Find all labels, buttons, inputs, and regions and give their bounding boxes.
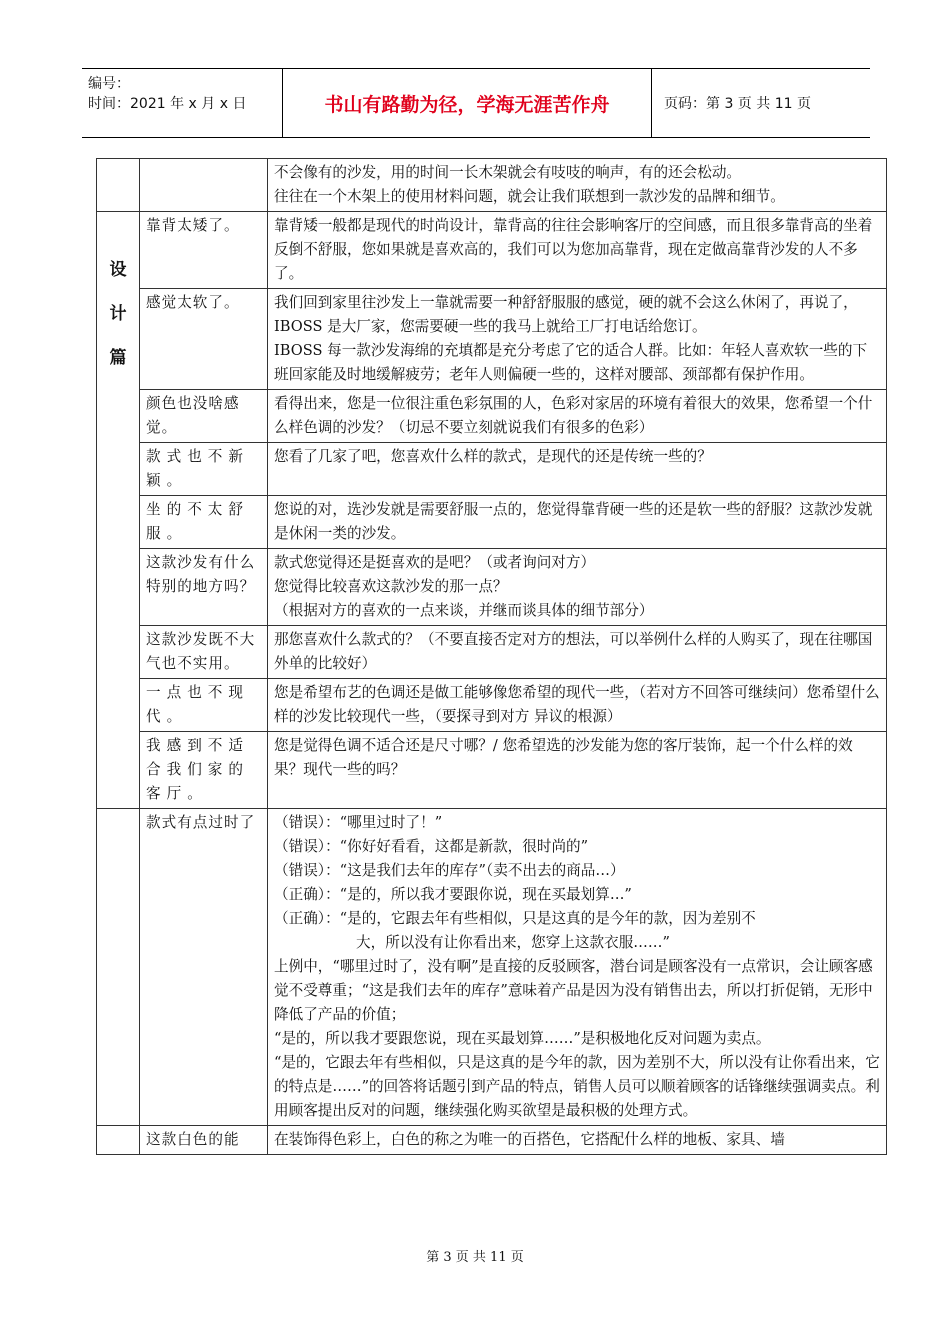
response-cell xyxy=(268,679,887,732)
section-title-char: 计 xyxy=(109,304,127,324)
response-cell xyxy=(268,390,887,443)
table-row xyxy=(97,732,887,809)
table-row xyxy=(97,159,887,212)
table-row xyxy=(97,679,887,732)
response-line: 我们回到家里往沙发上一靠就需要一种舒舒服服的感觉，硬的就不会这么休闲了，再说了，IBOSS 是大厂家，您需要硬一些的我马上就给工厂打电话给您订。 xyxy=(274,294,858,335)
page-footer: 第 3 页 共 11 页 xyxy=(426,1250,524,1265)
section-title-char: 篇 xyxy=(109,348,127,368)
response-cell xyxy=(268,496,887,549)
objection-cell: 款式也不新颖。 xyxy=(140,443,268,496)
section-cell-empty xyxy=(97,1126,140,1155)
response-line: 您看了几家了吧，您喜欢什么样的款式，是现代的还是传统一些的？ xyxy=(274,448,712,465)
table-row xyxy=(97,549,887,626)
number-label: 编号： xyxy=(88,76,130,92)
response-line: IBOSS 每一款沙发海绵的充填都是充分考虑了它的适合人群。比如：年轻人喜欢软一些的下班回家能及时地缓解疲劳；老年人则偏硬一些的，这样对腰部、颈部都有保护作用。 xyxy=(274,342,868,383)
table-row xyxy=(97,809,887,1126)
header-page-label: 页码：第 3 页 共 11 页 xyxy=(664,96,811,112)
objection-cell: 颜色也没啥感觉。 xyxy=(140,390,268,443)
table-row xyxy=(97,443,887,496)
objection-cell: 这款沙发既不大气也不实用。 xyxy=(140,626,268,679)
response-cell xyxy=(268,549,887,626)
response-cell xyxy=(268,443,887,496)
response-line: 那您喜欢什么款式的？（不要直接否定对方的想法，可以举例什么样的人购买了，现在往哪国外单的比较好） xyxy=(274,631,873,672)
objection-cell: 坐的不太舒服。 xyxy=(140,496,268,549)
response-line: （错误）：“这是我们去年的库存”（卖不出去的商品…） xyxy=(274,862,625,879)
objection-cell: 靠背太矮了。 xyxy=(140,212,268,289)
objection-cell xyxy=(140,159,268,212)
time-label: 时间：2021 年 x 月 x 日 xyxy=(88,96,247,112)
response-cell xyxy=(268,289,887,390)
section-title-cell xyxy=(97,212,140,809)
response-line: 您觉得比较喜欢这款沙发的那一点？ xyxy=(274,578,508,595)
objection-cell: 这款白色的能 xyxy=(140,1126,268,1155)
objection-cell: 一点也不现代。 xyxy=(140,679,268,732)
response-line: “是的，它跟去年有些相似，只是这真的是今年的款，因为差别不大，所以没有让你看出来，它的特点是……”的回答将话题引到产品的特点，销售人员可以顺着顾客的话锋继续强调卖点。利用顾客提出反对的问题，继续强化购买欲望是最积极的处理方式。 xyxy=(274,1054,880,1119)
table-row xyxy=(97,626,887,679)
objection-cell: 款式有点过时了 xyxy=(140,809,268,1126)
response-line-indented: 大，所以没有让你看出来，您穿上这款衣服……” xyxy=(356,934,670,951)
section-cell-empty xyxy=(97,159,140,212)
objection-cell: 感觉太软了。 xyxy=(140,289,268,390)
response-line: 往往在一个木架上的使用材料问题，就会让我们联想到一款沙发的品牌和细节。 xyxy=(274,188,785,205)
section-title-char: 设 xyxy=(109,260,127,280)
table-row xyxy=(97,390,887,443)
response-line: 您是觉得色调不适合还是尺寸哪？/ 您希望选的沙发能为您的客厅装饰，起一个什么样的效果？现代一些的吗？ xyxy=(274,737,853,778)
response-cell xyxy=(268,212,887,289)
response-cell xyxy=(268,732,887,809)
objection-cell: 我感到不适合我们家的客厅。 xyxy=(140,732,268,809)
response-line: （正确）：“是的，它跟去年有些相似，只是这真的是今年的款，因为差别不 xyxy=(274,910,756,927)
table-row xyxy=(97,496,887,549)
response-line: （错误）：“哪里过时了！” xyxy=(274,814,443,831)
response-line: 款式您觉得还是挺喜欢的是吧？（或者询问对方） xyxy=(274,554,596,571)
response-line: （根据对方的喜欢的一点来谈，并继而谈具体的细节部分） xyxy=(274,602,654,619)
response-line: 看得出来，您是一位很注重色彩氛围的人，色彩对家居的环境有着很大的效果，您希望一个什么样色调的沙发？（切忌不要立刻就说我们有很多的色彩） xyxy=(274,395,873,436)
table-row xyxy=(97,212,887,289)
table-row xyxy=(97,1126,887,1155)
response-line: 上例中，“哪里过时了，没有啊”是直接的反驳顾客，潜台词是顾客没有一点常识，会让顾客感觉不受尊重；“这是我们去年的库存”意味着产品是因为没有销售出去，所以打折促销，无形中降低了产品的价值； xyxy=(274,958,873,1023)
response-line: （正确）：“是的，所以我才要跟你说，现在买最划算…” xyxy=(274,886,632,903)
response-line: “是的，所以我才要跟您说，现在买最划算……”是积极地化反对问题为卖点。 xyxy=(274,1030,771,1047)
response-cell xyxy=(268,1126,887,1155)
header-meta xyxy=(82,69,283,137)
header-motto: 书山有路勤为径，学海无涯苦作舟 xyxy=(283,69,652,137)
response-line: 在装饰得色彩上，白色的称之为唯一的百搭色，它搭配什么样的地板、家具、墙 xyxy=(274,1131,785,1148)
table-row xyxy=(97,289,887,390)
section-cell-empty xyxy=(97,809,140,1126)
objection-cell: 这款沙发有什么特别的地方吗？ xyxy=(140,549,268,626)
page-header xyxy=(82,68,870,138)
response-line: 您是希望布艺的色调还是做工能够像您希望的现代一些，（若对方不回答可继续问）您希望什么样的沙发比较现代一些，（要探寻到对方 异议的根源） xyxy=(274,684,880,725)
response-line: 靠背矮一般都是现代的时尚设计，靠背高的往往会影响客厅的空间感，而且很多靠背高的坐着反倒不舒服，您如果就是喜欢高的，我们可以为您加高靠背，现在定做高靠背沙发的人不多了。 xyxy=(274,217,873,282)
response-cell xyxy=(268,159,887,212)
response-line: 您说的对，选沙发就是需要舒服一点的，您觉得靠背硬一些的还是软一些的舒服？这款沙发就是休闲一类的沙发。 xyxy=(274,501,873,542)
response-cell xyxy=(268,809,887,1126)
response-line: 不会像有的沙发，用的时间一长木架就会有吱吱的响声，有的还会松动。 xyxy=(274,164,742,181)
qa-table xyxy=(96,158,887,1155)
response-line: （错误）：“你好好看看，这都是新款，很时尚的” xyxy=(274,838,589,855)
response-cell xyxy=(268,626,887,679)
